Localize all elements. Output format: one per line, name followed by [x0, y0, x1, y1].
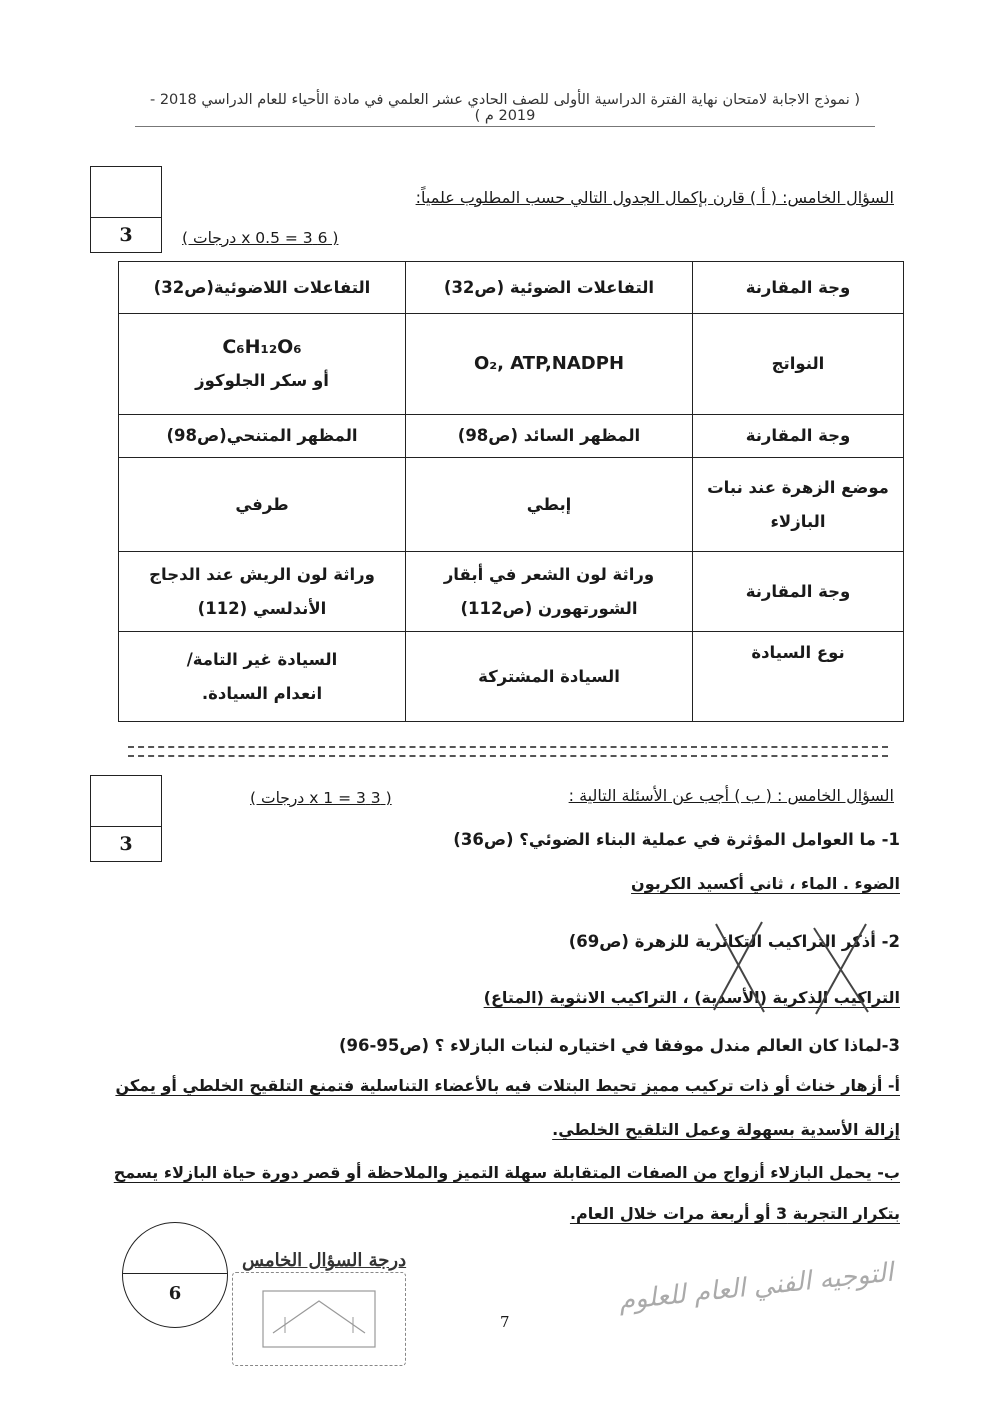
table-row — [119, 552, 904, 632]
score-part-b: 3 — [119, 833, 133, 855]
answer-3-a-line-1: أ- أزهار خناث أو ذات تركيب مميز تحيط البتلات فيه بالأعضاء التناسلية فتمنع التلقيح الخلطي أو يمكن — [115, 1076, 900, 1095]
total-score-circle — [122, 1222, 228, 1328]
table-cell — [119, 632, 406, 722]
table-cell — [693, 458, 904, 552]
cross-mark-icon — [708, 918, 770, 1018]
table-cell: التفاعلات اللاضوئية(ص32) — [119, 262, 406, 314]
formula-alt: أو سكر الجلوكوز — [195, 371, 329, 390]
page-number: 7 — [500, 1313, 510, 1331]
table-row — [119, 314, 904, 415]
table-cell: التفاعلات الضوئية (ص32) — [406, 262, 693, 314]
part-a-title: السؤال الخامس: ( أ ) قارن بإكمال الجدول التالي حسب المطلوب علمياً: — [415, 188, 894, 207]
part-b-grade: ( 3 x 1 = 3 درجات ) — [250, 789, 392, 807]
question-3: 3-لماذا كان العالم مندل موفقا في اختياره لنبات البازلاء ؟ (ص95-96) — [338, 1036, 900, 1055]
comparison-table — [118, 261, 904, 722]
table-cell: وجة المقارنة — [693, 262, 904, 314]
part-a-grade: ( 6 x 0.5 = 3 درجات ) — [182, 229, 339, 247]
table-cell: وجة المقارنة — [693, 415, 904, 458]
table-cell: إبطي — [406, 458, 693, 552]
cell-line: وراثة لون الشعر في أبقار — [443, 564, 655, 584]
table-cell — [119, 314, 406, 415]
cell-line: وراثة لون الريش عند الدجاج — [149, 564, 375, 584]
table-cell: طرفي — [119, 458, 406, 552]
stamp-icon — [232, 1272, 406, 1366]
formula: C₆H₁₂O₆ — [222, 336, 302, 358]
table-cell: السيادة المشتركة — [406, 632, 693, 722]
table-cell: المظهر المتنحي(ص98) — [119, 415, 406, 458]
table-row — [119, 415, 904, 458]
cell-line: الأندلسي (112) — [197, 598, 327, 618]
score-box-part-a — [90, 166, 162, 253]
table-cell — [119, 552, 406, 632]
table-cell: المظهر السائد (ص98) — [406, 415, 693, 458]
part-b-title: السؤال الخامس : ( ب ) أجب عن الأسئلة التالية : — [568, 786, 894, 805]
table-cell — [406, 552, 693, 632]
section-divider — [128, 746, 888, 757]
cell-line: انعدام السيادة. — [201, 683, 323, 703]
answer-1: الضوء . الماء ، ثاني أكسيد الكربون — [631, 874, 900, 893]
score-box-part-b — [90, 775, 162, 862]
question-1: 1- ما العوامل المؤثرة في عملية البناء الضوئي؟ (ص36) — [453, 830, 900, 849]
table-cell: O₂, ATP,NADPH — [406, 314, 693, 415]
answer-3-a-line-2: إزالة الأسدية بسهولة وعمل التلقيح الخلطي. — [552, 1120, 900, 1139]
cell-line: موضع الزهرة عند نبات — [707, 477, 889, 497]
cell-line: البازلاء — [770, 511, 826, 531]
table-cell: النواتج — [693, 314, 904, 415]
total-label: درجة السؤال الخامس — [242, 1250, 407, 1271]
table-cell: وجة المقارنة — [693, 552, 904, 632]
question-2: 2- أذكر التراكيب التكاثرية للزهرة (ص69) — [568, 932, 900, 951]
cell-line: الشورتهورن (ص112) — [460, 598, 638, 618]
answer-3-b-line-1: ب- يحمل البازلاء أزواج من الصفات المتقابلة سهلة التميز والملاحظة أو قصر دورة حياة البازلاء يسمح — [113, 1163, 900, 1182]
table-row — [119, 632, 904, 722]
table-cell: نوع السيادة — [693, 632, 904, 722]
score-part-a: 3 — [119, 224, 133, 246]
signature: التوجيه الفني العام للعلوم — [617, 1257, 895, 1317]
table-row — [119, 458, 904, 552]
page-header: ( نموذج الاجابة لامتحان نهاية الفترة الدراسية الأولى للصف الحادي عشر العلمي في مادة الأحياء للعام الدراسي 2018 - 2019 م ) — [135, 92, 875, 127]
table-row — [119, 262, 904, 314]
cross-mark-icon — [808, 920, 874, 1018]
answer-3-b-line-2: بتكرار التجربة 3 أو أربعة مرات خلال العام. — [569, 1204, 900, 1223]
answer-2: التراكيب الذكرية (الأسدية) ، التراكيب الانثوية (المتاع) — [483, 988, 900, 1007]
cell-line: السيادة غير التامة/ — [186, 649, 338, 669]
total-score: 6 — [168, 1283, 182, 1304]
